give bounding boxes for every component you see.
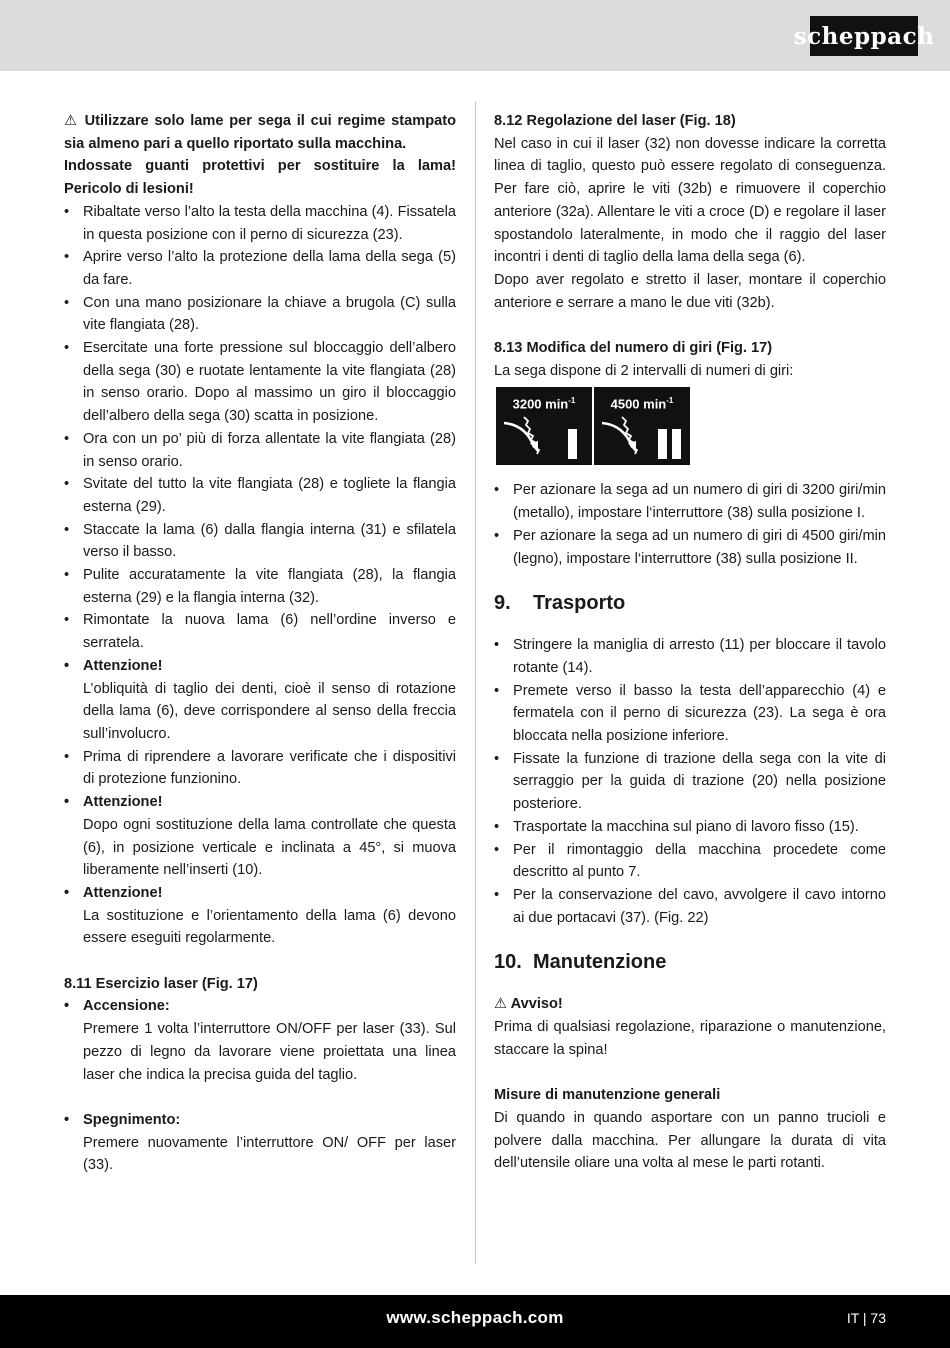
- saw-blade-rotation-icon: [598, 413, 646, 463]
- position-ii-mark-1: [658, 429, 667, 459]
- list-item: • Esercitate una forte pressione sul bloccaggio dell’albero della sega (30) e ruotate lentamente la vite flangiata (28) in senso orario. Dopo al massimo un giro il bloccaggio dell’albero della sega (30) scatta in posizione.: [64, 340, 456, 425]
- speed-panel-4500: 4500 $\min^{-1}$: [594, 387, 690, 465]
- attention-note: • Attenzione! L’obliquità di taglio dei denti, cioè il senso di rotazione della lama (6), deve corrispondere al senso della freccia sull’involucro.: [64, 657, 456, 742]
- position-i-mark: [568, 429, 577, 459]
- column-divider: [475, 101, 476, 1264]
- list-item: • Ora con un po’ più di forza allentate la vite flangiata (28) in senso orario.: [64, 430, 456, 470]
- section-title-8-12: 8.12 Regolazione del laser (Fig. 18): [494, 113, 736, 129]
- laser-off-item: • Spegnimento: Premere nuovamente l’interruttore ON/ OFF per laser (33).: [64, 1111, 456, 1174]
- list-item: • Per la conservazione del cavo, avvolgere il cavo intorno ai due portacavi (37). (Fig. 22): [494, 886, 886, 926]
- laser-on-item: • Accensione: Premere 1 volta l’interruttore ON/OFF per laser (33). Sul pezzo di legno da lavorare viene proiettata una linea laser che indica la precisa guida del taglio.: [64, 998, 456, 1083]
- header-bar: [0, 0, 950, 71]
- warning-blade-speed: ⚠ Utilizzare solo lame per sega il cui regime stampato sia almeno pari a quello riportato sulla macchina.: [64, 113, 456, 152]
- warning-gloves: Indossate guanti protettivi per sostituire la lama! Pericolo di lesioni!: [64, 158, 456, 198]
- speed-selector-figure: [496, 387, 886, 465]
- paragraph: La sega dispone di 2 intervalli di numeri di giri:: [494, 362, 794, 379]
- list-item: • Staccate la lama (6) dalla flangia interna (31) e sfilatela verso il basso.: [64, 521, 456, 561]
- saw-blade-rotation-icon: [500, 413, 548, 463]
- attention-note: • Attenzione! La sostituzione e l’orientamento della lama (6) devono essere eseguiti regolarmente.: [64, 884, 456, 947]
- section-title-8-13: 8.13 Modifica del numero di giri (Fig. 17): [494, 340, 773, 357]
- list-item: • Rimontate la nuova lama (6) nell’ordine inverso e serratela.: [64, 612, 456, 652]
- warning-icon: ⚠: [494, 996, 511, 1013]
- page-number: IT | 73: [846, 1310, 886, 1326]
- paragraph: Dopo aver regolato e stretto il laser, montare il coperchio anteriore e serrare a mano le due viti (32b).: [494, 271, 886, 311]
- list-item: • Svitate del tutto la vite flangiata (28) e togliete la flangia esterna (29).: [64, 476, 456, 515]
- notice-title: ⚠ Avviso!: [494, 996, 563, 1013]
- warning-icon: ⚠: [64, 113, 85, 129]
- list-item: • Fissate la funzione di trazione della sega con la vite di serraggio per la guida di trazione (20) nella posizione posteriore.: [494, 750, 886, 813]
- website-link[interactable]: www.scheppach.com: [386, 1308, 564, 1327]
- heading-manutenzione: 10. Manutenzione: [494, 951, 667, 974]
- section-title-8-11: 8.11 Esercizio laser (Fig. 17): [64, 975, 258, 992]
- list-item: • Premete verso il basso la testa dell’apparecchio (4) e fermatela con il perno di sicurezza (23). La sega è ora bloccata nella posizione inferiore.: [494, 682, 886, 745]
- paragraph: Prima di qualsiasi regolazione, riparazione o manutenzione, staccare la spina!: [494, 1019, 886, 1058]
- subsection-title: Misure di manutenzione generali: [494, 1087, 721, 1104]
- heading-trasporto: 9. Trasporto: [494, 592, 626, 615]
- list-item: • Per il rimontaggio della macchina procedete come descritto al punto 7.: [494, 841, 886, 881]
- list-item: • Aprire verso l’alto la protezione della lama della sega (5) da fare.: [64, 249, 456, 288]
- attention-note: • Attenzione! Dopo ogni sostituzione della lama controllate che questa (6), in posizione verticale e inclinata a 45°, si muova liberamente nell’inserti (10).: [64, 794, 456, 879]
- list-item: • Con una mano posizionare la chiave a brugola (C) sulla vite flangiata (28).: [64, 294, 456, 334]
- speed-panel-3200: 3200 $\min^{-1}$: [496, 387, 592, 465]
- footer-bar: [0, 1295, 950, 1348]
- paragraph: Di quando in quando asportare con un panno trucioli e polvere dalla macchina. Per allungare la durata di vita dell’utensile oliare una volta al mese le parti rotanti.: [494, 1109, 886, 1172]
- list-item: • Prima di riprendere a lavorare verificate che i dispositivi di protezione funzionino.: [64, 748, 456, 788]
- list-item: • Stringere la maniglia di arresto (11) per bloccare il tavolo rotante (14).: [494, 637, 886, 676]
- list-item: • Per azionare la sega ad un numero di giri di 3200 giri/min (metallo), impostare l‘interruttore (38) sulla posizione I.: [494, 482, 886, 522]
- list-item: • Pulite accuratamente la vite flangiata (28), la flangia esterna (29) e la flangia interna (32).: [64, 567, 456, 606]
- scheppach-logo: scheppach: [810, 16, 918, 56]
- list-item: • Trasportate la macchina sul piano di lavoro fisso (15).: [494, 818, 859, 835]
- paragraph: Nel caso in cui il laser (32) non dovesse indicare la corretta linea di taglio, questo può essere regolato di conseguenza. Per fare ciò, aprire le viti (32b) e rimuovere il coperchio anteriore (32a). Allentare le viti a croce (D) e regolare il laser spostandolo lateralmente, in modo che il raggio del laser incontri i denti di taglio della lama della sega (6).: [494, 135, 886, 266]
- list-item: • Ribaltate verso l’alto la testa della macchina (4). Fissatela in questa posizione con il perno di sicurezza (23).: [64, 203, 456, 243]
- left-column: [64, 110, 456, 1177]
- list-item: • Per azionare la sega ad un numero di giri di 4500 giri/min (legno), impostare l‘interruttore (38) sulla posizione II.: [494, 527, 886, 567]
- position-ii-mark-2: [672, 429, 681, 459]
- right-column: [494, 110, 886, 1175]
